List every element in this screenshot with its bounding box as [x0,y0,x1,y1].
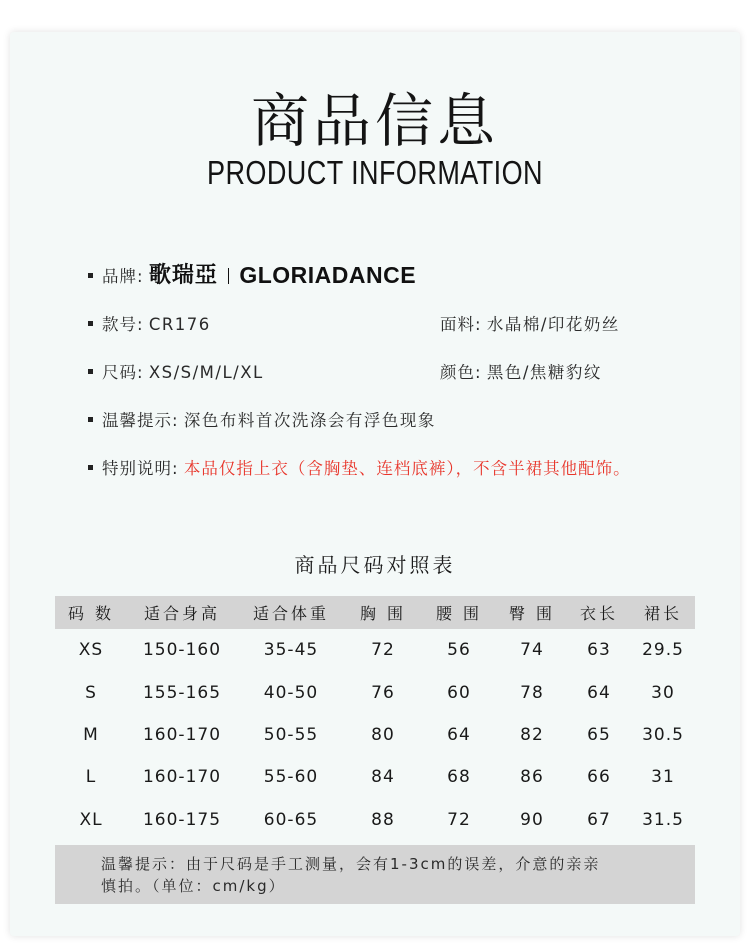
table-cell: M [83,724,99,745]
bullet-icon [88,465,93,470]
table-cell: 150-160 [142,640,222,661]
brand-logo-en: GLORIADANCE [239,262,417,288]
table-cell: 60 [447,682,471,703]
note-line: 慎拍。（单位：cm/kg） [101,877,286,895]
table-cell: 86 [520,767,544,788]
table-cell: XL [79,809,103,830]
size-table-header [55,596,695,629]
table-row [55,756,695,798]
tip-label: 温馨提示: [102,411,179,430]
table-cell: 67 [587,809,611,830]
special-value: 本品仅指上衣（含胸垫、连档底裤），不含半裙其他配饰。 [183,459,631,478]
header-cell: 腰 围 [435,604,483,623]
style-label: 款号: [102,315,144,334]
brand-divider [228,268,230,284]
table-row [55,629,695,671]
table-cell: 65 [587,724,611,745]
size-label: 尺码: [102,363,144,382]
table-cell: 72 [371,640,395,661]
table-cell: 29.5 [642,640,684,661]
special-label: 特别说明: [102,459,179,478]
table-cell: XS [78,640,104,661]
table-cell: 50-55 [263,724,319,745]
bullet-icon [88,273,93,278]
bullet-icon [88,321,93,326]
measurement-note [55,845,695,904]
table-cell: 31 [651,767,675,788]
page-subtitle: PRODUCT INFORMATION [206,154,544,191]
header-cell: 裙长 [643,604,682,623]
table-cell: 31.5 [642,809,684,830]
table-cell: 90 [520,809,544,830]
table-cell: 55-60 [263,767,319,788]
fabric-label: 面料: [440,315,482,334]
size-table-body [55,629,695,841]
table-cell: 66 [587,767,611,788]
table-cell: 30 [651,682,675,703]
size-row [88,365,264,382]
header-cell: 适合体重 [252,604,329,623]
style-row [88,317,211,334]
table-cell: 35-45 [263,640,319,661]
page-title: 商品信息 [250,87,499,155]
tip-row [88,413,436,430]
header-cell: 码 数 [67,604,115,623]
table-cell: 155-165 [142,682,222,703]
table-cell: 60-65 [263,809,319,830]
table-cell: 160-170 [142,724,222,745]
table-cell: 82 [520,724,544,745]
table-cell: 40-50 [263,682,319,703]
table-cell: 72 [447,809,471,830]
brand-label: 品牌: [102,267,144,286]
table-cell: 88 [371,809,395,830]
table-cell: 30.5 [642,724,684,745]
fabric-row [440,317,620,334]
color-value: 黑色/焦糖豹纹 [486,363,602,382]
fabric-value: 水晶棉/印花奶丝 [486,315,620,334]
tip-value: 深色布料首次洗涤会有浮色现象 [183,411,436,430]
table-cell: 84 [371,767,395,788]
special-row [88,461,631,478]
header-cell: 胸 围 [359,604,407,623]
table-cell: 64 [587,682,611,703]
bullet-icon [88,417,93,422]
color-row [440,365,602,382]
table-cell: 76 [371,682,395,703]
table-cell: L [85,767,97,788]
size-value: XS/S/M/L/XL [148,363,264,382]
table-row [55,799,695,841]
table-row [55,671,695,713]
style-value: CR176 [148,315,211,334]
size-table [55,596,695,841]
header-cell: 适合身高 [143,604,220,623]
size-table-title: 商品尺码对照表 [294,553,456,577]
table-cell: 63 [587,640,611,661]
table-cell: 64 [447,724,471,745]
table-cell: 160-175 [142,809,222,830]
table-cell: S [85,682,97,703]
bullet-icon [88,369,93,374]
note-line: 温馨提示：由于尺码是手工测量，会有1-3cm的误差，介意的亲亲 [101,855,601,873]
table-cell: 68 [447,767,471,788]
brand-logo-cn: 歌瑞亞 [148,262,218,288]
header-cell: 衣长 [579,604,618,623]
table-row [55,714,695,756]
table-cell: 80 [371,724,395,745]
table-cell: 78 [520,682,544,703]
header-cell: 臀 围 [508,604,556,623]
table-cell: 74 [520,640,544,661]
color-label: 颜色: [440,363,482,382]
brand-row [88,262,417,289]
table-cell: 160-170 [142,767,222,788]
table-cell: 56 [447,640,471,661]
